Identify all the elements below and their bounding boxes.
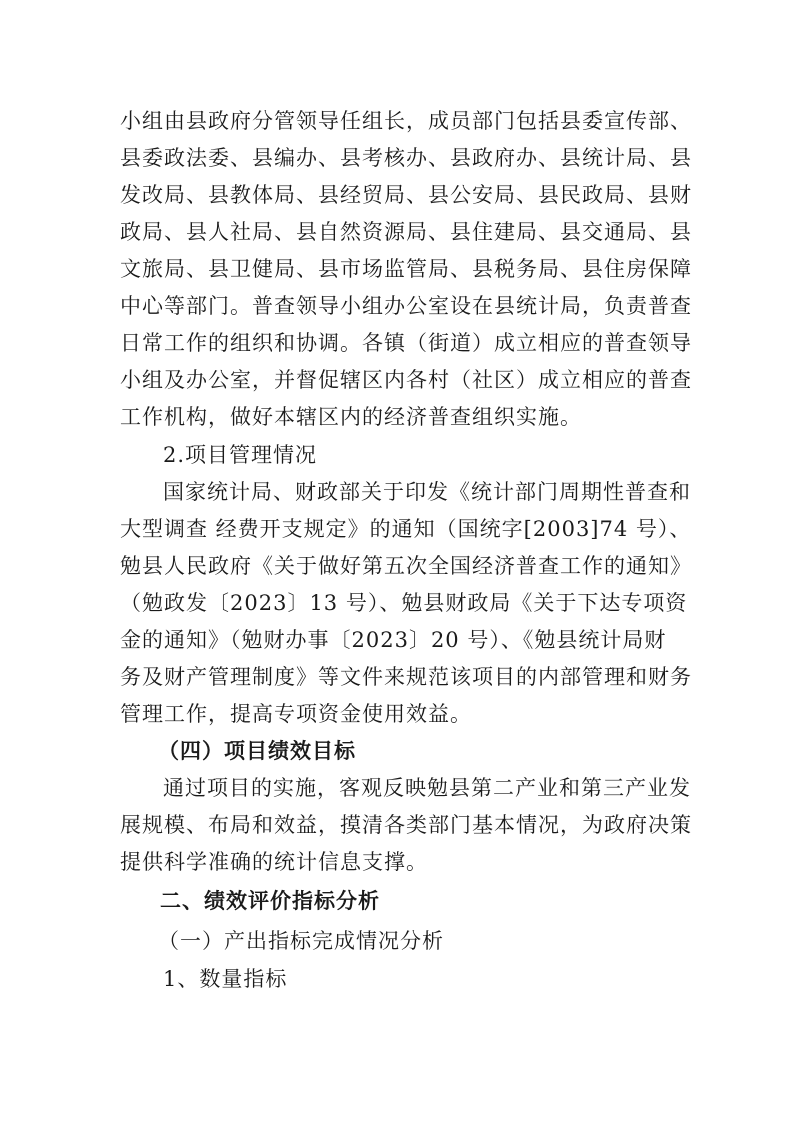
paragraph-line: 提供科学准确的统计信息支撑。	[120, 850, 428, 874]
subheading-performance-target: （四）项目绩效目标	[158, 738, 356, 763]
paragraph-line: 小组及办公室，并督促辖区内各村（社区）成立相应的普查	[120, 368, 692, 392]
paragraph-line: 中心等部门。普查领导小组办公室设在县统计局，负责普查	[120, 294, 692, 318]
subheading-output-indicators: （一）产出指标完成情况分析	[158, 929, 444, 953]
paragraph-line: 日常工作的组织和协调。各镇（街道）成立相应的普查领导	[120, 331, 692, 355]
paragraph-line: 勉县人民政府《关于做好第五次全国经济普查工作的通知》	[120, 554, 692, 578]
subheading-project-management: 2.项目管理情况	[163, 443, 318, 467]
subheading-quantity-indicators: 1、数量指标	[163, 967, 288, 991]
paragraph-line: 工作机构，做好本辖区内的经济普查组织实施。	[120, 405, 582, 429]
paragraph-line: 大型调查 经费开支规定》的通知（国统字[2003]74 号）、	[120, 517, 692, 541]
paragraph-line: 务及财产管理制度》等文件来规范该项目的内部管理和财务	[120, 665, 692, 689]
paragraph-line: （勉政发〔2023〕13 号）、勉县财政局《关于下达专项资	[120, 591, 688, 615]
paragraph-line: 政局、县人社局、县自然资源局、县住建局、县交通局、县	[120, 220, 692, 244]
paragraph-line: 通过项目的实施，客观反映勉县第二产业和第三产业发	[163, 776, 691, 800]
paragraph-line: 县委政法委、县编办、县考核办、县政府办、县统计局、县	[120, 146, 692, 170]
section-heading-performance-indicators: 二、绩效评价指标分析	[160, 888, 380, 913]
paragraph-line: 小组由县政府分管领导任组长，成员部门包括县委宣传部、	[120, 109, 692, 133]
paragraph-line: 发改局、县教体局、县经贸局、县公安局、县民政局、县财	[120, 183, 692, 207]
paragraph-line: 管理工作，提高专项资金使用效益。	[120, 702, 472, 726]
paragraph-line: 国家统计局、财政部关于印发《统计部门周期性普查和	[163, 480, 691, 504]
paragraph-line: 展规模、布局和效益，摸清各类部门基本情况，为政府决策	[120, 813, 692, 837]
paragraph-line: 金的通知》（勉财办事〔2023〕20 号）、《勉县统计局财	[120, 628, 667, 652]
paragraph-line: 文旅局、县卫健局、县市场监管局、县税务局、县住房保障	[120, 257, 692, 281]
